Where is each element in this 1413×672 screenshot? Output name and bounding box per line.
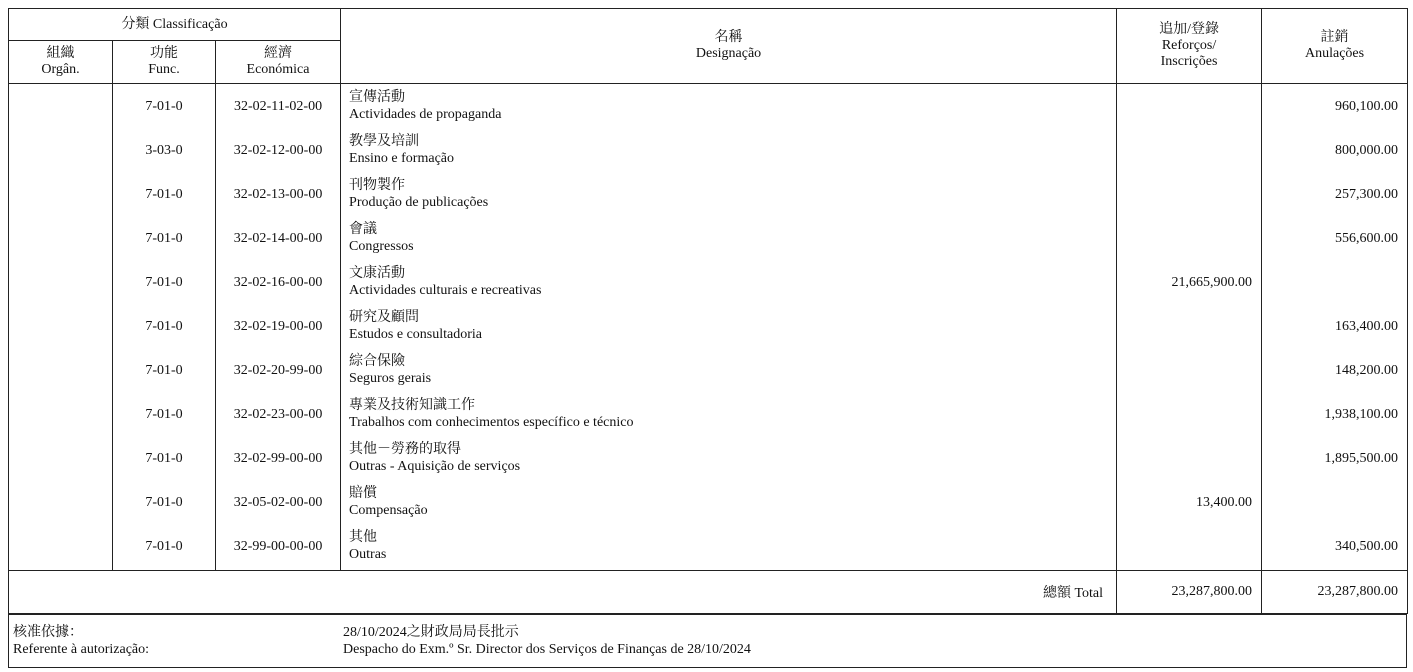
reforcos-value bbox=[1117, 304, 1262, 348]
reforcos-header-zh: 追加/登錄 bbox=[1159, 22, 1219, 37]
authorization-label-pt: Referente à autorização: bbox=[13, 642, 150, 657]
authorization-box bbox=[8, 614, 1407, 668]
reforcos-value bbox=[1117, 172, 1262, 216]
organ-cell bbox=[9, 260, 113, 304]
anulacoes-value: 148,200.00 bbox=[1262, 348, 1408, 392]
econ-code: 32-02-13-00-00 bbox=[216, 172, 341, 216]
organ-header-zh: 組織 bbox=[46, 46, 75, 61]
designation-cell bbox=[341, 128, 1117, 172]
reforcos-value bbox=[1117, 128, 1262, 172]
reforcos-value: 21,665,900.00 bbox=[1117, 260, 1262, 304]
total-anulacoes: 23,287,800.00 bbox=[1262, 571, 1408, 614]
func-code: 7-01-0 bbox=[113, 392, 216, 436]
reforcos-value bbox=[1117, 392, 1262, 436]
designation-zh: 文康活動 bbox=[349, 266, 406, 281]
anulacoes-value: 1,938,100.00 bbox=[1262, 392, 1408, 436]
designation-header-zh: 名稱 bbox=[714, 30, 743, 45]
designation-zh: 會議 bbox=[349, 222, 378, 237]
func-code: 7-01-0 bbox=[113, 480, 216, 524]
designation-cell bbox=[341, 524, 1117, 568]
organ-header bbox=[9, 41, 113, 84]
func-code: 7-01-0 bbox=[113, 172, 216, 216]
anulacoes-value: 257,300.00 bbox=[1262, 172, 1408, 216]
table-row bbox=[9, 348, 1408, 392]
table-row bbox=[9, 480, 1408, 524]
anulacoes-header bbox=[1262, 9, 1408, 84]
organ-cell bbox=[9, 348, 113, 392]
designation-cell bbox=[341, 304, 1117, 348]
designation-cell bbox=[341, 436, 1117, 480]
anulacoes-value: 163,400.00 bbox=[1262, 304, 1408, 348]
reforcos-value bbox=[1117, 348, 1262, 392]
designation-cell bbox=[341, 216, 1117, 260]
table-row bbox=[9, 392, 1408, 436]
reforcos-value bbox=[1117, 84, 1262, 129]
table-row bbox=[9, 260, 1408, 304]
anulacoes-value: 340,500.00 bbox=[1262, 524, 1408, 568]
designation-pt: Estudos e consultadoria bbox=[349, 327, 483, 342]
organ-cell bbox=[9, 172, 113, 216]
designation-zh: 研究及顧問 bbox=[349, 310, 420, 325]
econ-code: 32-02-14-00-00 bbox=[216, 216, 341, 260]
reforcos-value bbox=[1117, 524, 1262, 568]
econ-code: 32-02-19-00-00 bbox=[216, 304, 341, 348]
designation-pt: Produção de publicações bbox=[349, 195, 489, 210]
designation-pt: Compensação bbox=[349, 503, 428, 518]
budget-document bbox=[8, 8, 1407, 668]
designation-cell bbox=[341, 260, 1117, 304]
organ-cell bbox=[9, 84, 113, 129]
econ-code: 32-02-16-00-00 bbox=[216, 260, 341, 304]
organ-cell bbox=[9, 392, 113, 436]
designation-cell bbox=[341, 392, 1117, 436]
anulacoes-value: 800,000.00 bbox=[1262, 128, 1408, 172]
func-code: 7-01-0 bbox=[113, 304, 216, 348]
designation-zh: 其他－勞務的取得 bbox=[349, 442, 462, 457]
organ-header-pt: Orgân. bbox=[41, 62, 80, 77]
organ-cell bbox=[9, 128, 113, 172]
func-header-zh: 功能 bbox=[150, 46, 178, 61]
table-row bbox=[9, 216, 1408, 260]
total-row bbox=[9, 571, 1408, 614]
table-row bbox=[9, 172, 1408, 216]
func-code: 7-01-0 bbox=[113, 436, 216, 480]
designation-pt: Seguros gerais bbox=[349, 371, 432, 386]
func-code: 7-01-0 bbox=[113, 524, 216, 568]
authorization-text bbox=[343, 624, 751, 658]
reforcos-header-pt1: Reforços/ bbox=[1161, 38, 1217, 53]
func-code: 7-01-0 bbox=[113, 260, 216, 304]
table-row bbox=[9, 304, 1408, 348]
table-row bbox=[9, 524, 1408, 568]
organ-cell bbox=[9, 480, 113, 524]
designation-cell bbox=[341, 172, 1117, 216]
designation-zh: 宣傳活動 bbox=[349, 90, 406, 105]
designation-zh: 專業及技術知識工作 bbox=[349, 398, 476, 413]
econ-code: 32-02-23-00-00 bbox=[216, 392, 341, 436]
designation-pt: Outras - Aquisição de serviços bbox=[349, 459, 521, 474]
econ-code: 32-02-11-02-00 bbox=[216, 84, 341, 129]
table-row bbox=[9, 128, 1408, 172]
designation-pt: Actividades de propaganda bbox=[349, 107, 502, 122]
designation-pt: Trabalhos com conhecimentos específico e técnico bbox=[349, 415, 634, 430]
anulacoes-value bbox=[1262, 260, 1408, 304]
reforcos-value bbox=[1117, 216, 1262, 260]
designation-zh: 其他 bbox=[349, 530, 378, 545]
anulacoes-value bbox=[1262, 480, 1408, 524]
econ-code: 32-02-12-00-00 bbox=[216, 128, 341, 172]
organ-cell bbox=[9, 436, 113, 480]
anulacoes-header-pt: Anulações bbox=[1304, 46, 1365, 61]
econ-code: 32-05-02-00-00 bbox=[216, 480, 341, 524]
designation-pt: Outras bbox=[349, 547, 387, 562]
total-label: 總額 Total bbox=[9, 571, 1117, 614]
organ-cell bbox=[9, 216, 113, 260]
organ-cell bbox=[9, 304, 113, 348]
table-row bbox=[9, 84, 1408, 129]
reforcos-header-pt2: Inscrições bbox=[1160, 54, 1218, 69]
econ-header bbox=[216, 41, 341, 84]
table-body bbox=[9, 84, 1408, 571]
econ-code: 32-02-20-99-00 bbox=[216, 348, 341, 392]
designation-cell bbox=[341, 348, 1117, 392]
designation-pt: Actividades culturais e recreativas bbox=[349, 283, 542, 298]
econ-code: 32-02-99-00-00 bbox=[216, 436, 341, 480]
designation-header-pt: Designação bbox=[695, 46, 762, 61]
func-code: 7-01-0 bbox=[113, 348, 216, 392]
econ-code: 32-99-00-00-00 bbox=[216, 524, 341, 568]
func-code: 3-03-0 bbox=[113, 128, 216, 172]
func-header-pt: Func. bbox=[148, 62, 180, 77]
authorization-text-pt: Despacho do Exm.º Sr. Director dos Serviços de Finanças de 28/10/2024 bbox=[343, 642, 751, 657]
anulacoes-value: 1,895,500.00 bbox=[1262, 436, 1408, 480]
func-code: 7-01-0 bbox=[113, 84, 216, 129]
table-row bbox=[9, 436, 1408, 480]
designation-header bbox=[341, 9, 1117, 84]
designation-zh: 教學及培訓 bbox=[349, 134, 420, 149]
anulacoes-value: 960,100.00 bbox=[1262, 84, 1408, 129]
authorization-label bbox=[13, 624, 149, 658]
anulacoes-header-zh: 註銷 bbox=[1320, 30, 1349, 45]
reforcos-value: 13,400.00 bbox=[1117, 480, 1262, 524]
func-code: 7-01-0 bbox=[113, 216, 216, 260]
designation-zh: 綜合保險 bbox=[349, 354, 406, 369]
authorization-text-zh: 28/10/2024之財政局局長批示 bbox=[343, 625, 519, 640]
designation-cell bbox=[341, 84, 1117, 129]
designation-pt: Congressos bbox=[349, 239, 414, 254]
budget-table bbox=[8, 8, 1408, 614]
econ-header-pt: Económica bbox=[246, 62, 310, 77]
econ-header-zh: 經濟 bbox=[264, 46, 293, 61]
designation-pt: Ensino e formação bbox=[349, 151, 454, 166]
reforcos-value bbox=[1117, 436, 1262, 480]
designation-zh: 刊物製作 bbox=[349, 178, 406, 193]
anulacoes-value: 556,600.00 bbox=[1262, 216, 1408, 260]
authorization-label-zh: 核准依據： bbox=[13, 625, 83, 640]
classification-header: 分類 Classificação bbox=[9, 9, 341, 41]
organ-cell bbox=[9, 524, 113, 568]
reforcos-header bbox=[1117, 9, 1262, 84]
total-reforcos: 23,287,800.00 bbox=[1117, 571, 1262, 614]
func-header bbox=[113, 41, 216, 84]
designation-zh: 賠償 bbox=[349, 486, 378, 501]
designation-cell bbox=[341, 480, 1117, 524]
